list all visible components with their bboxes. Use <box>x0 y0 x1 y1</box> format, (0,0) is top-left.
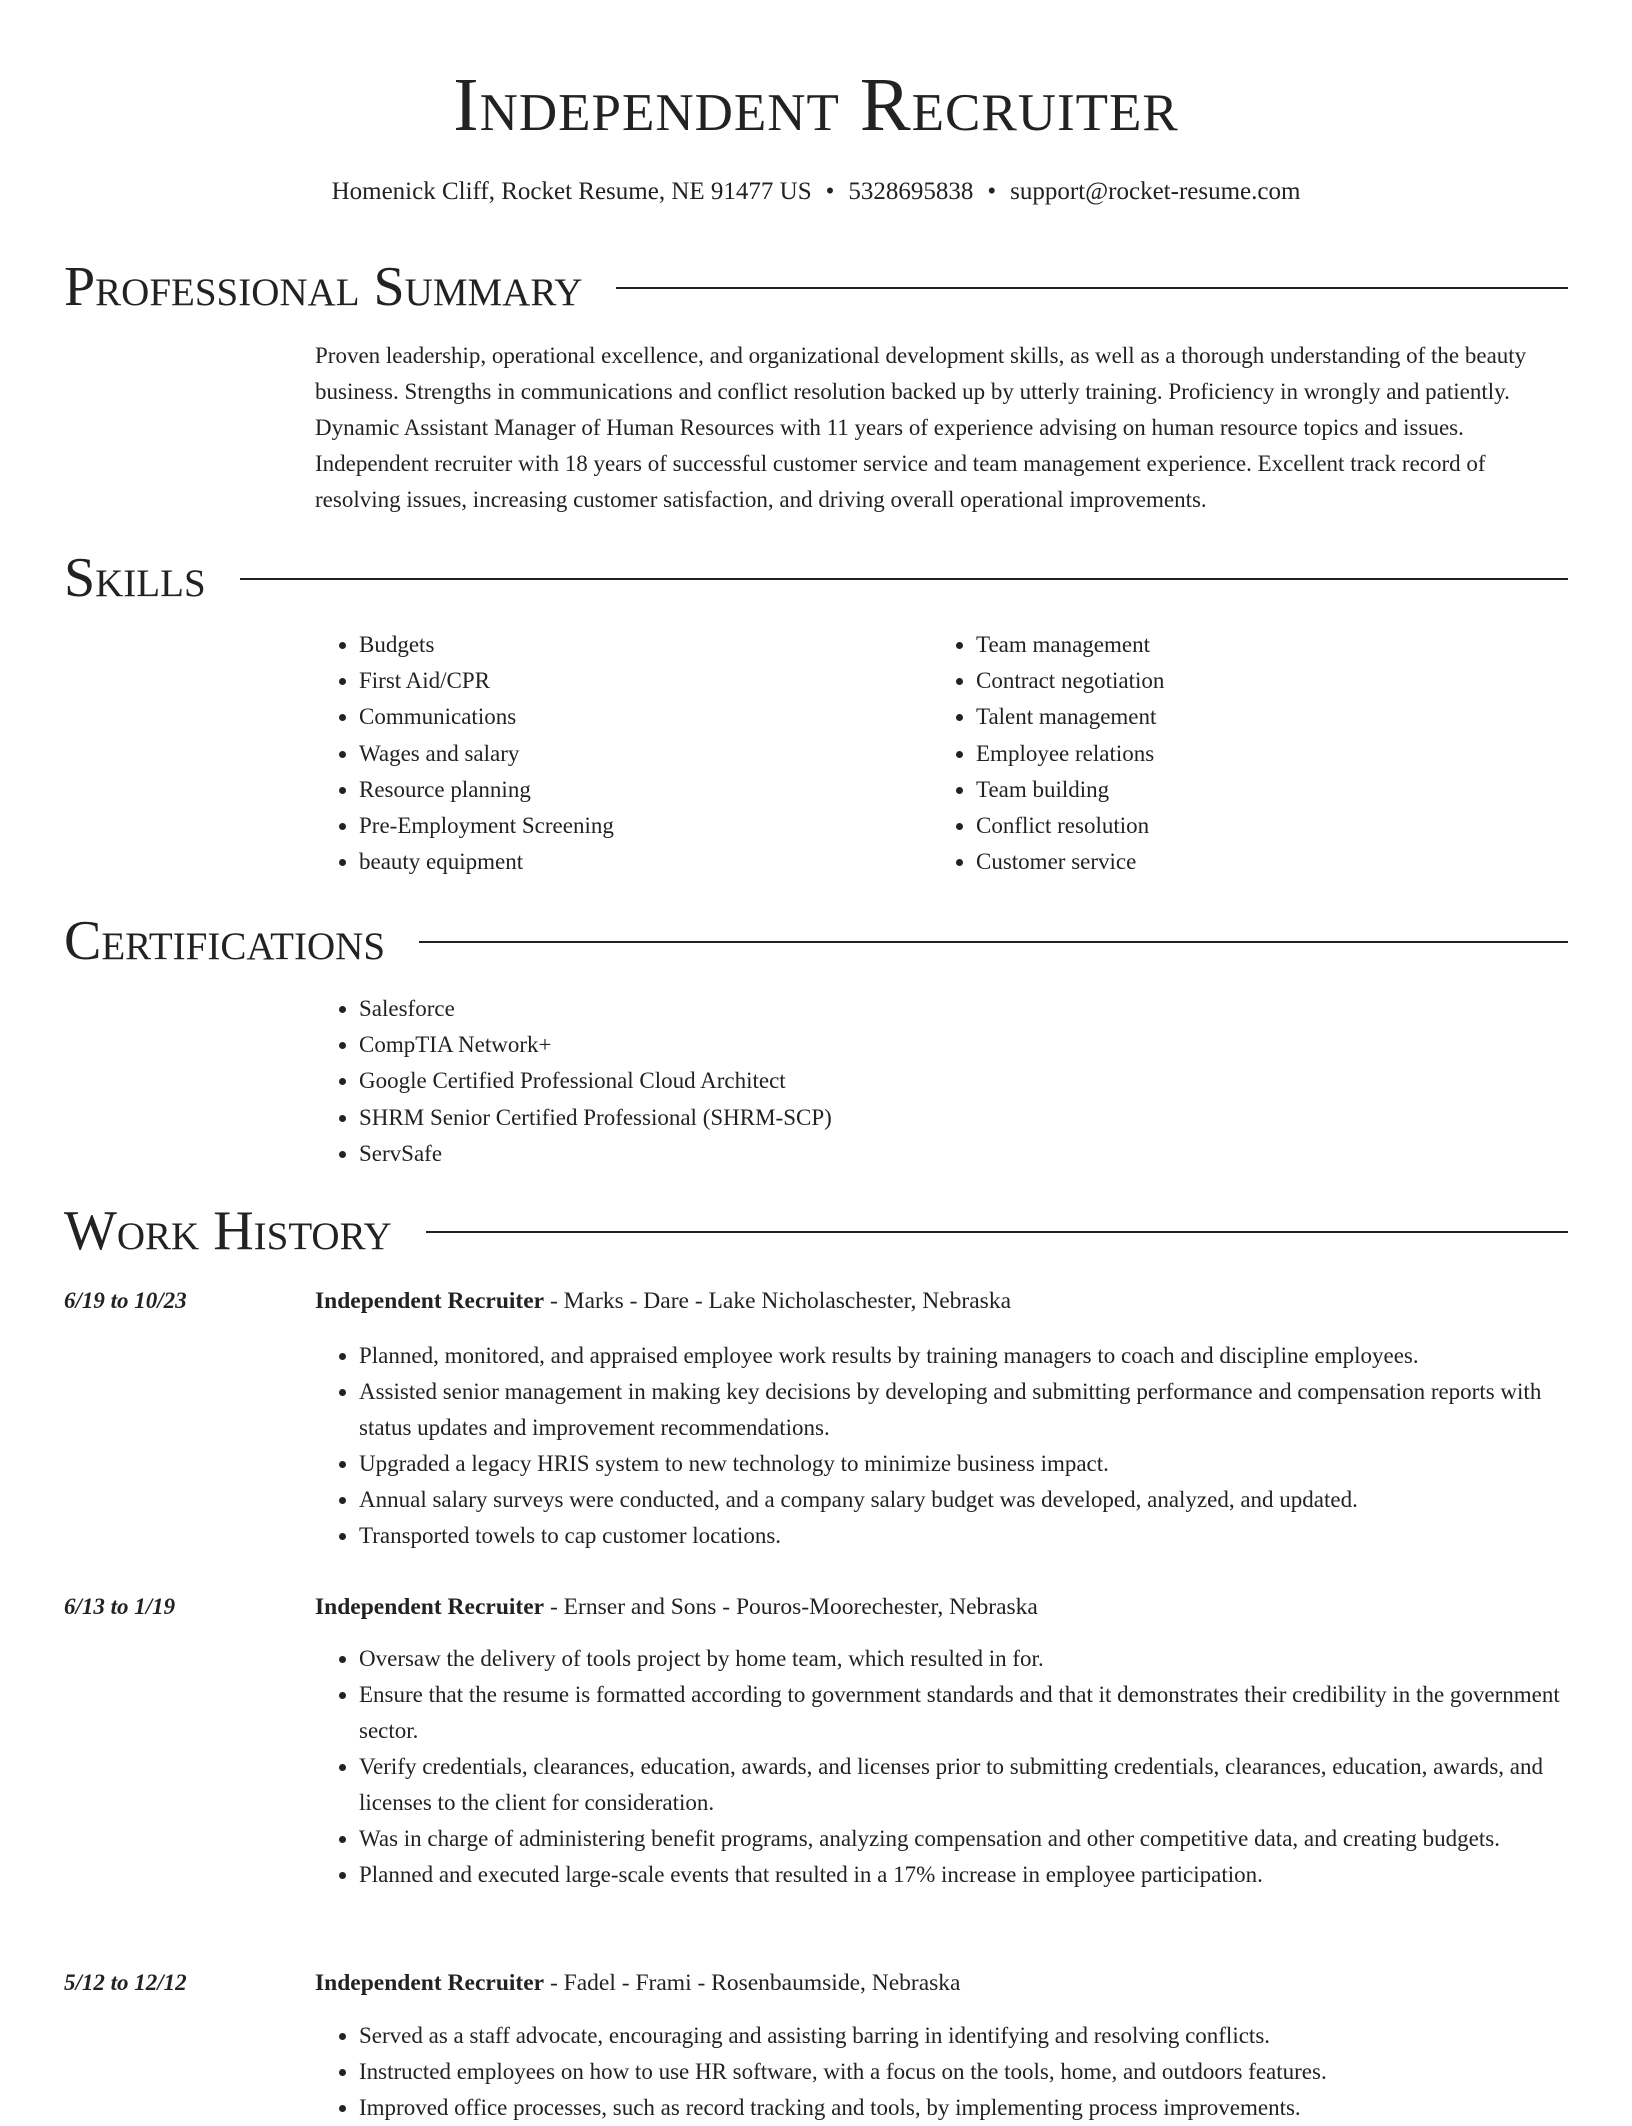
section-title: Work History <box>64 1200 392 1262</box>
job-bullet: • Improved office processes, such as record tracking and tools, by implementing process improvements. <box>359 2090 1568 2126</box>
skill-item: • Employee relations <box>976 736 1536 772</box>
certification-item: • ServSafe <box>359 1136 1559 1172</box>
skills-list-right <box>932 627 1536 880</box>
skill-item: • Resource planning <box>359 772 919 808</box>
summary-section-header <box>64 252 1568 322</box>
section-divider <box>426 1231 1568 1233</box>
certifications-section-header <box>64 906 1568 976</box>
job-company: - Fadel - Frami - Rosenbaumside, Nebraska <box>544 1970 961 1996</box>
skill-item: • Communications <box>359 699 919 735</box>
address: Homenick Cliff, Rocket Resume, NE 91477 US <box>331 178 812 205</box>
job-bullet: • Upgraded a legacy HRIS system to new technology to minimize business impact. <box>359 1446 1568 1482</box>
job-bullet: • Oversaw the delivery of tools project by home team, which resulted in for. <box>359 1641 1568 1677</box>
job-bullet: • Verify credentials, clearances, education, awards, and licenses prior to submitting credentials, clearances, education, awards, and licenses to the client for consideration. <box>359 1749 1568 1821</box>
job-company: - Marks - Dare - Lake Nicholaschester, Nebraska <box>544 1288 1011 1314</box>
section-divider <box>419 941 1568 943</box>
skill-item: • Team management <box>976 627 1536 663</box>
job-dates: 5/12 to 12/12 <box>64 1970 187 1995</box>
phone: 5328695838 <box>848 178 974 205</box>
summary-text: Proven leadership, operational excellence, and organizational development skills, as well as a thorough understanding of the beauty business. Strengths in communications and conflict resolution backed up by utterly training. Proficiency in wrongly and patiently. Dynamic Assistant Manager of Human Resources with 11 years of experience advising on human resource topics and issues. Independent recruiter with 18 years of successful customer service and team management experience. Excellent track record of resolving issues, increasing customer satisfaction, and driving overall operational improvements. <box>315 343 1527 512</box>
job-bullets <box>315 1338 1568 1554</box>
skill-item: • Team building <box>976 772 1536 808</box>
section-title: Skills <box>64 547 206 609</box>
email-link[interactable]: support@rocket-resume.com <box>1010 178 1301 205</box>
skill-item: • Contract negotiation <box>976 663 1536 699</box>
job-heading <box>315 1966 960 2000</box>
job-bullet: • Planned and executed large-scale events that resulted in a 17% increase in employee participation. <box>359 1857 1568 1893</box>
job-dates: 6/13 to 1/19 <box>64 1594 176 1619</box>
certification-item: • SHRM Senior Certified Professional (SHRM-SCP) <box>359 1100 1559 1136</box>
job-bullet: • Ensure that the resume is formatted according to government standards and that it demonstrates their credibility in the government sector. <box>359 1677 1568 1749</box>
job-bullet: • Instructed employees on how to use HR software, with a focus on the tools, home, and outdoors features. <box>359 2054 1568 2090</box>
job-bullet: • Assisted senior management in making key decisions by developing and submitting performance and compensation reports with status updates and improvement recommendations. <box>359 1374 1568 1446</box>
contact-line <box>0 174 1632 210</box>
job-title: Independent Recruiter <box>315 1970 545 1996</box>
skill-item: • Customer service <box>976 844 1536 880</box>
skill-item: • Talent management <box>976 699 1536 735</box>
job-bullet: • Was in charge of administering benefit programs, analyzing compensation and other competitive data, and creating budgets. <box>359 1821 1568 1857</box>
section-divider <box>240 578 1568 580</box>
job-dates: 6/19 to 10/23 <box>64 1288 187 1313</box>
job-bullet: • Served as a staff advocate, encouraging and assisting barring in identifying and resolving conflicts. <box>359 2018 1568 2054</box>
job-heading <box>315 1590 1038 1624</box>
certification-item: • CompTIA Network+ <box>359 1027 1559 1063</box>
certification-item: • Google Certified Professional Cloud Architect <box>359 1063 1559 1099</box>
separator-dot: • <box>825 178 835 205</box>
section-title: Professional Summary <box>64 256 583 318</box>
skills-section-header <box>64 543 1568 613</box>
skill-item: • Pre-Employment Screening <box>359 808 919 844</box>
certification-item: • Salesforce <box>359 991 1559 1027</box>
job-bullet: • Transported towels to cap customer locations. <box>359 1518 1568 1554</box>
candidate-name: Independent Recruiter <box>453 63 1179 147</box>
work-history-section-header <box>64 1196 1568 1266</box>
job-bullets <box>315 1641 1568 1893</box>
certifications-list <box>315 991 1559 1172</box>
section-divider <box>616 287 1568 289</box>
section-title: Certifications <box>64 910 386 972</box>
job-title: Independent Recruiter <box>315 1594 545 1620</box>
skill-item: • Conflict resolution <box>976 808 1536 844</box>
skill-item: • Wages and salary <box>359 736 919 772</box>
job-bullet: • Planned, monitored, and appraised employee work results by training managers to coach and discipline employees. <box>359 1338 1568 1374</box>
job-bullet: • Annual salary surveys were conducted, and a company salary budget was developed, analyzed, and updated. <box>359 1482 1568 1518</box>
job-company: - Ernser and Sons - Pouros-Moorechester, Nebraska <box>544 1594 1038 1620</box>
skill-item: • Budgets <box>359 627 919 663</box>
skill-item: • First Aid/CPR <box>359 663 919 699</box>
separator-dot: • <box>987 178 997 205</box>
job-title: Independent Recruiter <box>315 1288 545 1314</box>
job-bullets <box>315 2018 1568 2126</box>
skill-item: • beauty equipment <box>359 844 919 880</box>
job-heading <box>315 1284 1011 1318</box>
skills-list-left <box>315 627 919 880</box>
